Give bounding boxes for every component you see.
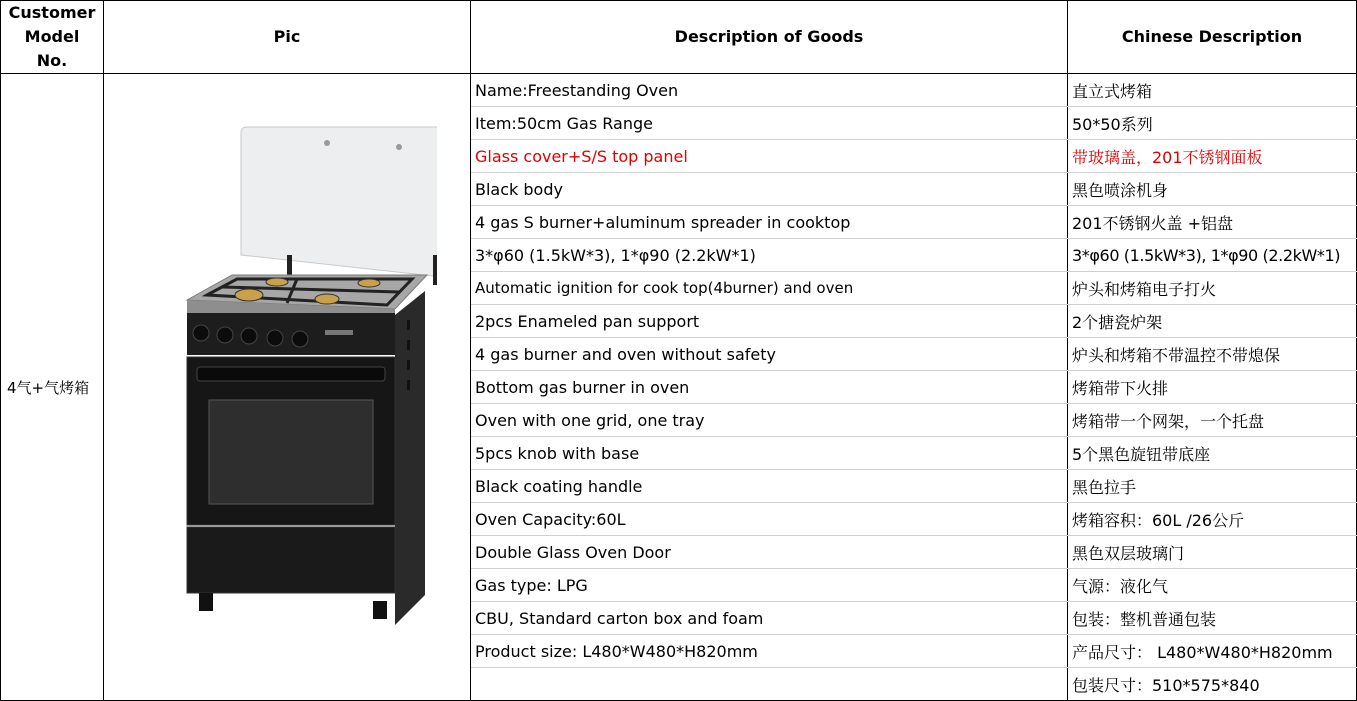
chinese-cell: 黑色双层玻璃门 bbox=[1068, 536, 1357, 569]
chinese-cell: 炉头和烤箱不带温控不带熄保 bbox=[1068, 338, 1357, 371]
chinese-cell: 烤箱容积：60L /26公斤 bbox=[1068, 503, 1357, 536]
description-cell: Oven Capacity:60L bbox=[471, 503, 1068, 536]
chinese-cell: 2个搪瓷炉架 bbox=[1068, 305, 1357, 338]
chinese-cell: 烤箱带一个网架，一个托盘 bbox=[1068, 404, 1357, 437]
description-cell: 4 gas S burner+aluminum spreader in cooktop bbox=[471, 206, 1068, 239]
chinese-cell: 直立式烤箱 bbox=[1068, 74, 1357, 107]
model-number: 4气+气烤箱 bbox=[1, 74, 104, 701]
description-cell: 4 gas burner and oven without safety bbox=[471, 338, 1068, 371]
chinese-cell: 50*50系列 bbox=[1068, 107, 1357, 140]
chinese-cell: 包装尺寸：510*575*840 bbox=[1068, 668, 1357, 701]
description-cell: Name:Freestanding Oven bbox=[471, 74, 1068, 107]
description-cell: 2pcs Enameled pan support bbox=[471, 305, 1068, 338]
description-cell: Glass cover+S/S top panel bbox=[471, 140, 1068, 173]
header-model: Customer Model No. bbox=[1, 1, 104, 74]
table-row bbox=[1, 74, 1357, 107]
gas-range-oven-icon bbox=[137, 125, 437, 645]
description-cell: Automatic ignition for cook top(4burner) and oven bbox=[471, 272, 1068, 305]
description-cell: Oven with one grid, one tray bbox=[471, 404, 1068, 437]
header-pic: Pic bbox=[104, 1, 471, 74]
chinese-cell: 黑色拉手 bbox=[1068, 470, 1357, 503]
header-chinese: Chinese Description bbox=[1068, 1, 1357, 74]
chinese-cell: 黑色喷涂机身 bbox=[1068, 173, 1357, 206]
description-cell: 5pcs knob with base bbox=[471, 437, 1068, 470]
chinese-cell: 3*φ60 (1.5kW*3), 1*φ90 (2.2kW*1) bbox=[1068, 239, 1357, 272]
description-cell bbox=[471, 668, 1068, 701]
description-cell: Black body bbox=[471, 173, 1068, 206]
chinese-cell: 炉头和烤箱电子打火 bbox=[1068, 272, 1357, 305]
chinese-cell: 气源：液化气 bbox=[1068, 569, 1357, 602]
description-cell: Bottom gas burner in oven bbox=[471, 371, 1068, 404]
description-cell: 3*φ60 (1.5kW*3), 1*φ90 (2.2kW*1) bbox=[471, 239, 1068, 272]
chinese-cell: 烤箱带下火排 bbox=[1068, 371, 1357, 404]
chinese-cell: 包装：整机普通包装 bbox=[1068, 602, 1357, 635]
description-cell: CBU, Standard carton box and foam bbox=[471, 602, 1068, 635]
header-row bbox=[1, 1, 1357, 74]
chinese-cell: 带玻璃盖，201不锈钢面板 bbox=[1068, 140, 1357, 173]
chinese-cell: 201不锈钢火盖 +铝盘 bbox=[1068, 206, 1357, 239]
chinese-cell: 产品尺寸： L480*W480*H820mm bbox=[1068, 635, 1357, 668]
product-image bbox=[104, 74, 471, 701]
description-cell: Double Glass Oven Door bbox=[471, 536, 1068, 569]
chinese-cell: 5个黑色旋钮带底座 bbox=[1068, 437, 1357, 470]
description-cell: Gas type: LPG bbox=[471, 569, 1068, 602]
description-cell: Item:50cm Gas Range bbox=[471, 107, 1068, 140]
description-cell: Black coating handle bbox=[471, 470, 1068, 503]
header-description: Description of Goods bbox=[471, 1, 1068, 74]
description-cell: Product size: L480*W480*H820mm bbox=[471, 635, 1068, 668]
